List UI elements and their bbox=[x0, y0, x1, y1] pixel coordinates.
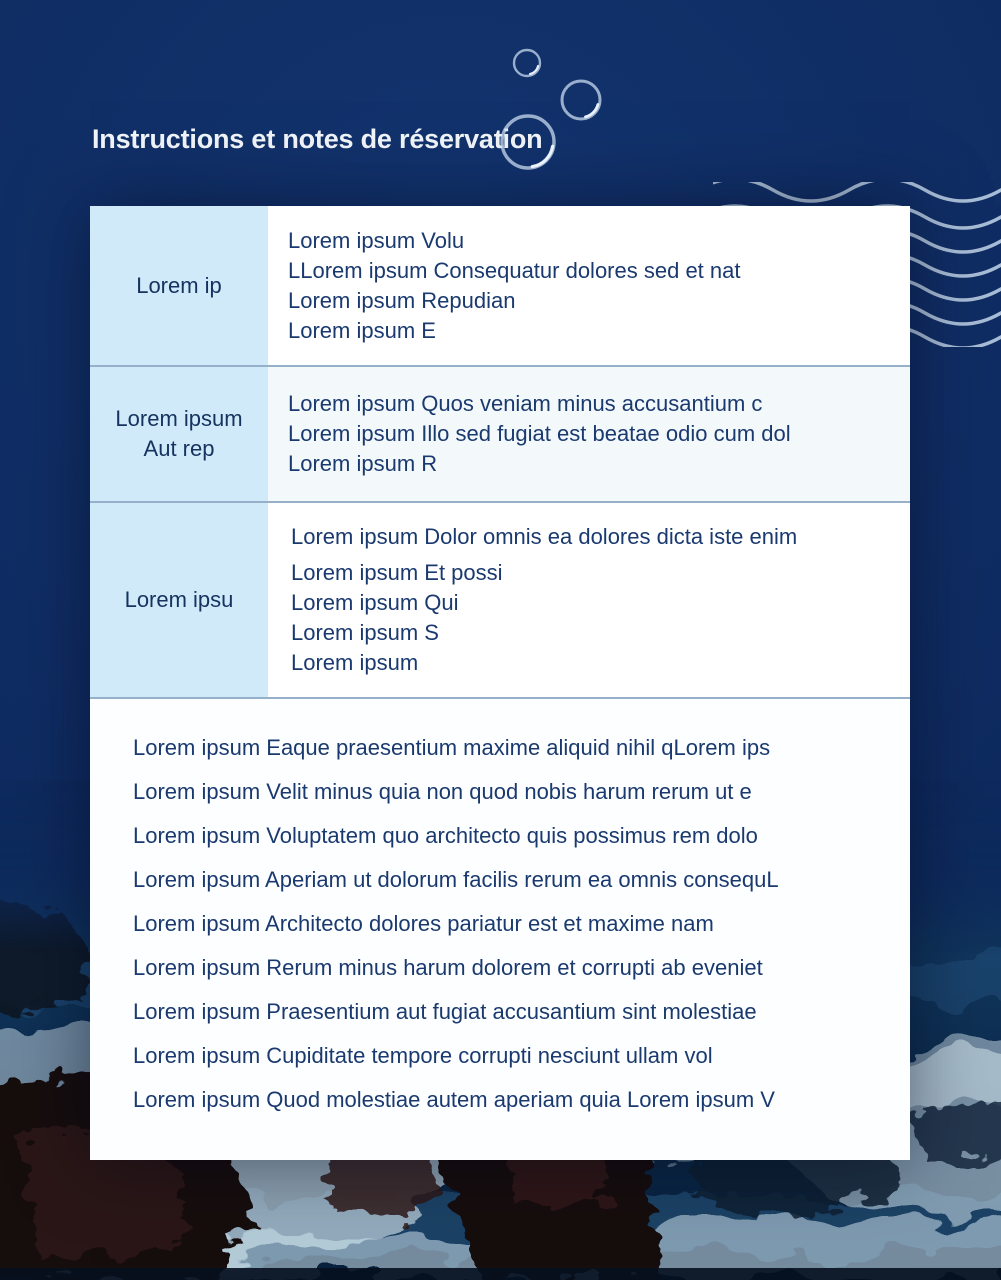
table-row-3 bbox=[90, 503, 910, 697]
text-line: Lorem ipsum Illo sed fugiat est beatae odio cum dol bbox=[288, 421, 791, 446]
row-3-content bbox=[268, 503, 910, 697]
notes-section bbox=[90, 699, 910, 1160]
table-row-1 bbox=[90, 206, 910, 365]
text-line: Lorem ipsum Qui bbox=[291, 590, 459, 615]
note-line: Lorem ipsum Praesentium aut fugiat accusantium sint molestiae bbox=[133, 999, 757, 1024]
note-line: Lorem ipsum Aperiam ut dolorum facilis rerum ea omnis consequL bbox=[133, 867, 779, 892]
bubbles-icon bbox=[495, 35, 625, 175]
reservation-card bbox=[90, 206, 910, 1160]
text-line: LLorem ipsum Consequatur dolores sed et nat bbox=[288, 257, 741, 283]
note-line: Lorem ipsum Velit minus quia non quod nobis harum rerum ut e bbox=[133, 779, 752, 804]
text-line: Lorem ipsum Quos veniam minus accusantium c bbox=[288, 391, 763, 416]
table-row-2 bbox=[90, 367, 910, 501]
text-line: Lorem ipsum R bbox=[288, 451, 438, 476]
note-line: Lorem ipsum Voluptatem quo architecto quis possimus rem dolo bbox=[133, 823, 758, 848]
row-1-content bbox=[268, 206, 910, 365]
note-line: Lorem ipsum Cupiditate tempore corrupti nesciunt ullam vol bbox=[133, 1043, 713, 1068]
text-line: Lorem ipsum S bbox=[291, 620, 439, 645]
text-line: Lorem ipsum Dolor omnis ea dolores dicta iste enim bbox=[291, 524, 798, 549]
text-line: Lorem ipsum Volu bbox=[288, 227, 465, 253]
text-line: Lorem ipsum Repudian bbox=[288, 287, 516, 313]
page-title: Instructions et notes de réservation bbox=[92, 124, 543, 154]
row-2-content bbox=[268, 367, 910, 501]
note-line: Lorem ipsum Architecto dolores pariatur est et maxime nam bbox=[133, 911, 714, 936]
row-3-label: Lorem ipsu bbox=[90, 503, 268, 697]
note-line: Lorem ipsum Eaque praesentium maxime aliquid nihil qLorem ips bbox=[133, 735, 771, 760]
text-line: Lorem ipsum E bbox=[288, 317, 436, 343]
text-line: Lorem ipsum Et possi bbox=[291, 560, 503, 585]
row-2-label: Lorem ipsum Aut rep bbox=[90, 367, 268, 501]
note-line: Lorem ipsum Quod molestiae autem aperiam quia Lorem ipsum V bbox=[133, 1087, 775, 1112]
row-1-label: Lorem ip bbox=[90, 206, 268, 365]
text-line: Lorem ipsum bbox=[291, 650, 419, 675]
note-line: Lorem ipsum Rerum minus harum dolorem et corrupti ab eveniet bbox=[133, 955, 763, 980]
